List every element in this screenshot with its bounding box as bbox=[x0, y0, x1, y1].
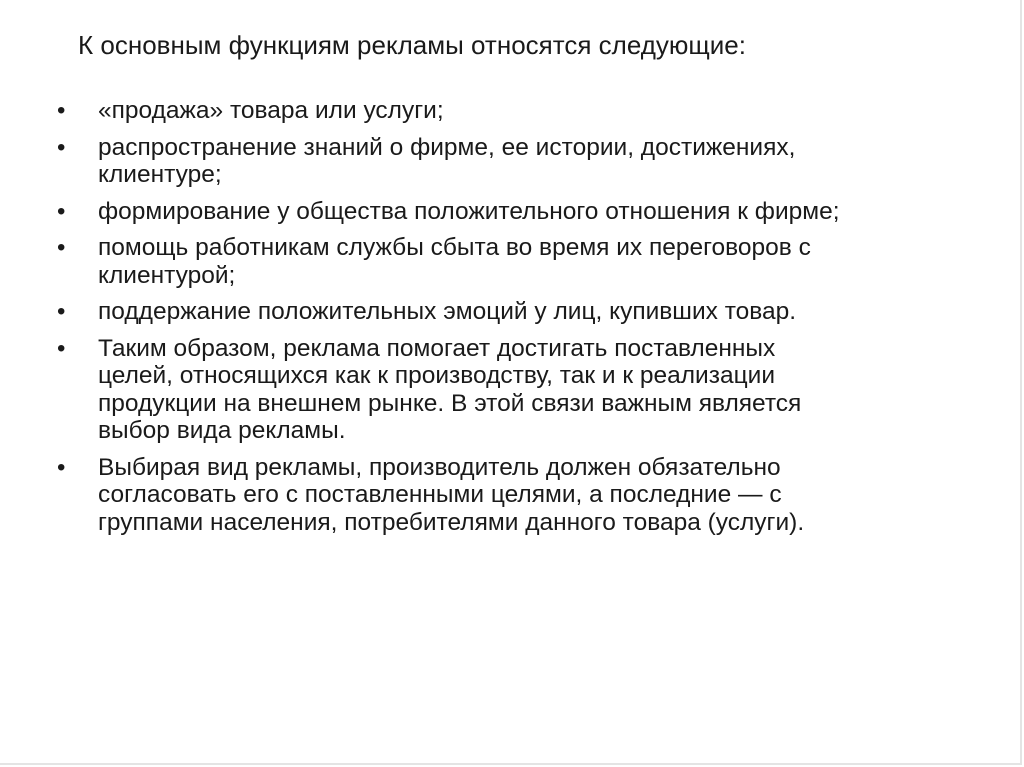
bullet-marker: • bbox=[57, 197, 66, 225]
bullet-marker: • bbox=[57, 298, 66, 325]
bullet-text bbox=[98, 454, 937, 537]
bullet-text bbox=[98, 134, 937, 189]
bullet-line: Таким образом, реклама помогает достигать поставленных bbox=[98, 334, 776, 362]
bullet-marker: • bbox=[57, 133, 66, 161]
bullet-line: целей, относящихся как к производству, так и к реализации bbox=[98, 362, 776, 389]
bullet-line: формирование у общества положительного отношения к фирме; bbox=[98, 197, 840, 225]
bullet-line: клиентурой; bbox=[98, 261, 236, 289]
bullet-item bbox=[57, 298, 937, 326]
bullet-line: Выбирая вид рекламы, производитель должен обязательно bbox=[98, 453, 781, 481]
bullet-item bbox=[57, 234, 937, 289]
bullet-text bbox=[98, 234, 937, 289]
bullet-text bbox=[98, 97, 937, 125]
bullet-line: выбор вида рекламы. bbox=[98, 417, 346, 444]
bullet-text bbox=[98, 335, 937, 445]
bullet-line: клиентуре; bbox=[98, 161, 222, 188]
bullet-item bbox=[57, 97, 937, 125]
bullet-marker: • bbox=[57, 334, 66, 362]
bullet-line: помощь работникам службы сбыта во время их переговоров с bbox=[98, 234, 811, 261]
bullet-item bbox=[57, 454, 937, 537]
bullet-line: согласовать его с поставленными целями, а последние — с bbox=[98, 481, 782, 508]
bullet-line: продукции на внешнем рынке. В этой связи важным является bbox=[98, 389, 802, 417]
bullet-text bbox=[98, 198, 937, 226]
bullet-list bbox=[57, 97, 937, 545]
bullet-item bbox=[57, 198, 937, 226]
bullet-line: распространение знаний о фирме, ее истории, достижениях, bbox=[98, 133, 796, 161]
bullet-marker: • bbox=[57, 453, 66, 481]
bullet-line: группами населения, потребителями данного товара (услуги). bbox=[98, 508, 805, 536]
bullet-marker: • bbox=[57, 234, 66, 261]
bullet-line: поддержание положительных эмоций у лиц, купивших товар. bbox=[98, 298, 797, 325]
bullet-text bbox=[98, 298, 937, 326]
slide-title: К основным функциям рекламы относятся следующие: bbox=[78, 30, 746, 60]
bullet-marker: • bbox=[57, 97, 66, 124]
bullet-line: «продажа» товара или услуги; bbox=[98, 97, 444, 124]
bullet-item bbox=[57, 134, 937, 189]
bullet-item bbox=[57, 335, 937, 445]
